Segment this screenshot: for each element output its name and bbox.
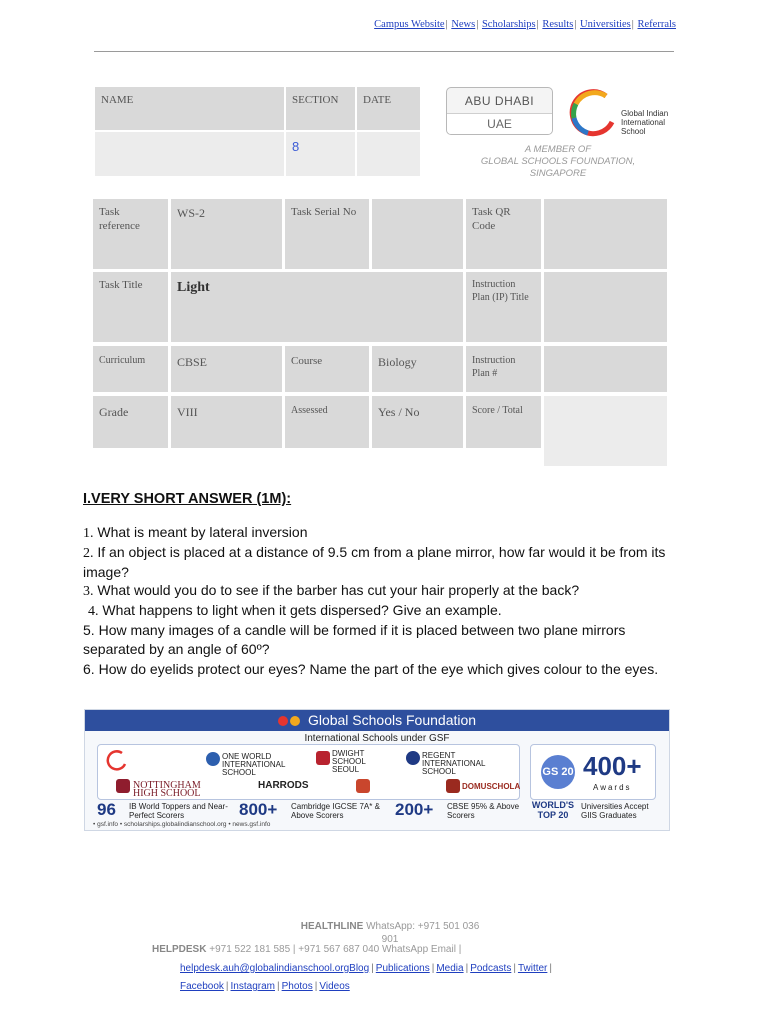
stat-number-4: WORLD'S TOP 20 (531, 800, 575, 820)
section-label-cell: SECTION (286, 87, 355, 130)
instagram-link[interactable]: Instagram (230, 981, 275, 992)
question-2: 2. If an object is placed at a distance of 9.5 cm from a plane mirror, how far would it be from its image? (83, 544, 666, 580)
regent-crest-icon (406, 751, 420, 765)
section-value-cell[interactable] (286, 132, 355, 176)
dwight-shield-icon (316, 751, 330, 765)
domuschola-crest-icon (446, 779, 460, 793)
campus-city: ABU DHABI (447, 88, 552, 114)
gii-school-name: Global Indian International School (621, 109, 669, 136)
campus-country: UAE (447, 114, 552, 135)
gii-logo-icon (566, 86, 620, 140)
chatsworth-crest-icon (356, 779, 370, 793)
stat-number-1: 96 (97, 800, 116, 819)
gsf-banner[interactable] (84, 709, 670, 831)
curriculum-label: Curriculum (93, 346, 168, 392)
campus-badge (446, 87, 553, 135)
top-links: Campus Website| News| Scholarships| Results| Universities| Referrals (374, 19, 676, 30)
gsf-logo-icon (278, 716, 288, 726)
link-news[interactable]: News (451, 19, 476, 30)
email-blog-link[interactable]: helpdesk.auh@globalindianschool.orgBlog (180, 963, 370, 974)
ip-title-label: Instruction Plan (IP) Title (466, 272, 541, 342)
footer-links-row-2: Facebook | Instagram | Photos | Videos (180, 981, 350, 992)
gsf-logo-icon-2 (290, 716, 300, 726)
awards-number: 400+ (583, 751, 642, 781)
question-4: 4. What happens to light when it gets dispersed? Give an example. (88, 602, 502, 619)
date-label-cell: DATE (357, 87, 420, 130)
name-label-cell: NAME (95, 87, 284, 130)
course-label: Course (285, 346, 369, 392)
grade-label: Grade (93, 396, 168, 448)
task-title-value: Light (177, 280, 210, 295)
twitter-link[interactable]: Twitter (517, 963, 548, 974)
stat-text-1: IB World Toppers and Near-Perfect Scorers (129, 802, 228, 820)
stat-text-2: Cambridge IGCSE 7A* & Above Scorers (291, 802, 380, 820)
link-universities[interactable]: Universities (580, 19, 631, 30)
grade-value: VIII (171, 396, 282, 448)
stat-number-3: 200+ (395, 800, 434, 819)
healthline: HEALTHLINE WhatsApp: +971 501 036 901 (300, 921, 480, 945)
banner-subtitle: International Schools under GSF (304, 733, 450, 744)
task-qr-value (544, 199, 667, 269)
question-3: 3. What would you do to see if the barber has cut your hair properly at the back? (83, 582, 580, 599)
one-world-icon (206, 752, 220, 766)
task-title-label: Task Title (93, 272, 168, 342)
awards-box (530, 744, 656, 800)
section-heading: I.VERY SHORT ANSWER (1M): (83, 491, 292, 507)
assessed-value: Yes / No (372, 396, 463, 448)
videos-link[interactable]: Videos (319, 981, 350, 992)
school-logos: ONE WORLD INTERNATIONAL SCHOOL DWIGHT SCHOOL SEOUL REGENT INTERNATIONAL SCHOOL NOTTINGHAM HIGH SCHOOL HARRODS DOMUSCHOLA (97, 744, 520, 800)
task-reference-value: WS-2 (171, 199, 282, 269)
media-link[interactable]: Media (436, 963, 464, 974)
photos-link[interactable]: Photos (281, 981, 313, 992)
question-1: 1. What is meant by lateral inversion (83, 524, 308, 541)
helpdesk: HELPDESK +971 522 181 585 | +971 567 687 040 WhatsApp Email | (152, 944, 462, 955)
task-qr-label: Task QR Code (466, 199, 541, 269)
footer-links-row-1: helpdesk.auh@globalindianschool.orgBlog | Publications | Media | Podcasts | Twitter | (180, 963, 552, 974)
ip-title-value (544, 272, 667, 342)
assessed-label: Assessed (285, 396, 369, 448)
stat-text-4: Universities Accept GIIS Graduates (581, 802, 649, 820)
facebook-link[interactable]: Facebook (180, 981, 224, 992)
question-6: 6. How do eyelids protect our eyes? Name the part of the eye which gives colour to the eyes. (83, 661, 659, 677)
gs20-badge: GS 20 (541, 755, 575, 789)
publications-link[interactable]: Publications (375, 963, 430, 974)
link-scholarships[interactable]: Scholarships (481, 19, 536, 30)
ip-number-label: Instruction Plan # (466, 346, 541, 392)
score-label: Score / Total (466, 396, 541, 448)
link-results[interactable]: Results (542, 19, 574, 30)
stat-text-3: CBSE 95% & Above Scorers (447, 802, 520, 820)
curriculum-value: CBSE (171, 346, 282, 392)
banner-links: • gsf.info • scholarships.globalindianschool.org • news.gsf.info (93, 821, 271, 828)
question-5: 5. How many images of a candle will be formed if it is placed between two plane mirrors separated by an angle of 60º? (83, 622, 626, 657)
banner-title-bar: Global Schools Foundation (85, 710, 669, 731)
date-value-cell[interactable] (357, 132, 420, 176)
course-value: Biology (372, 346, 463, 392)
nottingham-crest-icon (116, 779, 130, 793)
score-value (544, 396, 667, 466)
task-serial-value[interactable] (372, 199, 463, 269)
task-title-value-cell (171, 272, 463, 342)
stat-number-2: 800+ (239, 800, 278, 819)
ip-number-value (544, 346, 667, 392)
task-reference-label: Task reference (93, 199, 168, 269)
link-referrals[interactable]: Referrals (637, 19, 676, 30)
header-divider (94, 51, 674, 52)
member-statement: A MEMBER OF GLOBAL SCHOOLS FOUNDATION, SINGAPORE (480, 144, 636, 179)
podcasts-link[interactable]: Podcasts (470, 963, 512, 974)
awards-label: Awards (593, 783, 632, 792)
task-serial-label: Task Serial No (285, 199, 369, 269)
link-campus-website[interactable]: Campus Website (374, 19, 445, 30)
gii-mini-logo-icon (106, 749, 128, 771)
section-value: 8 (292, 139, 300, 154)
name-value-cell[interactable] (95, 132, 284, 176)
